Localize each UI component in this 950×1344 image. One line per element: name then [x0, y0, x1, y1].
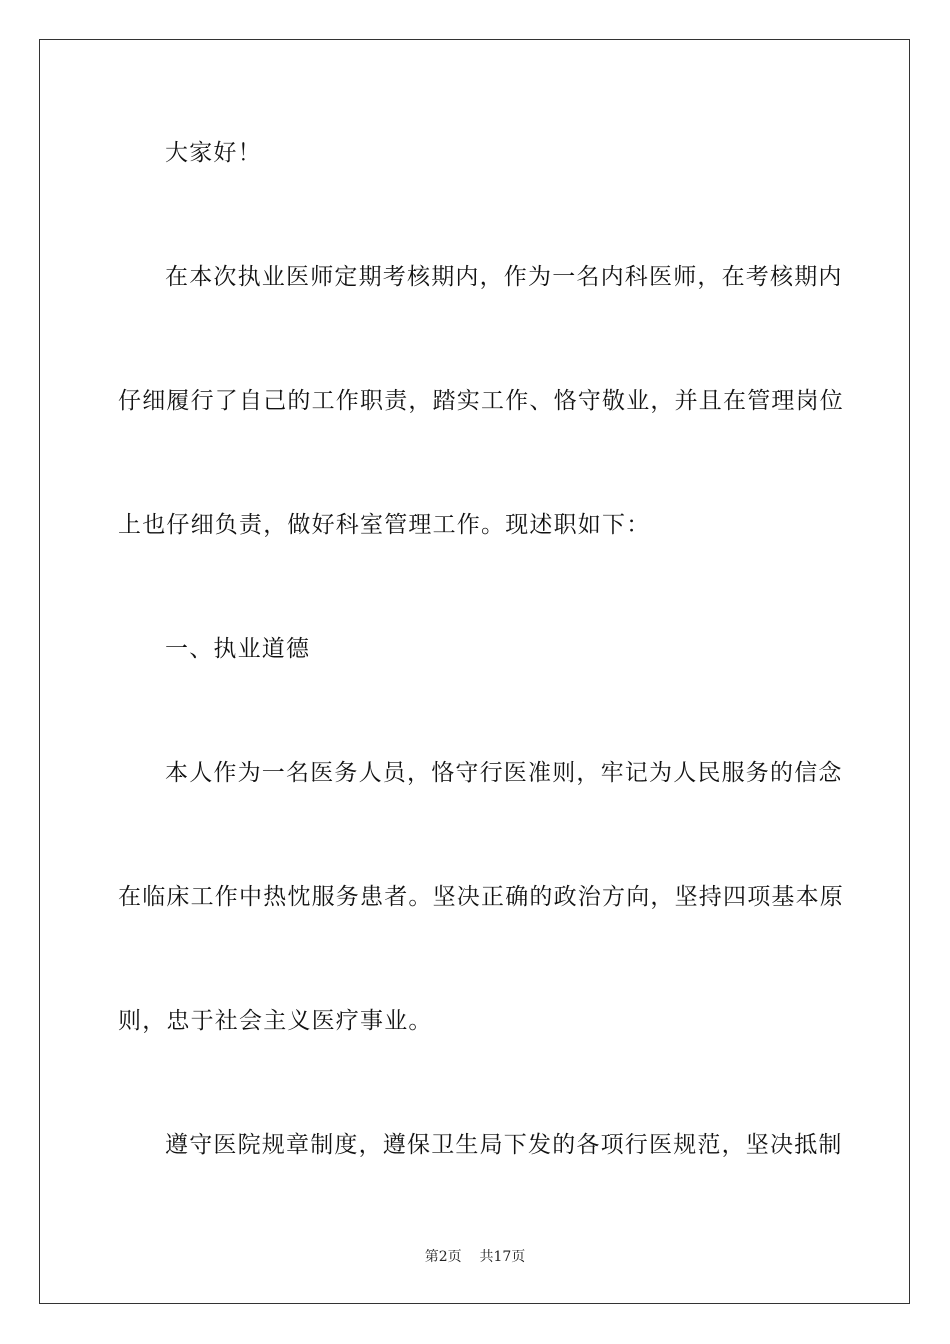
section-heading: 一、执业道德	[165, 636, 311, 662]
paragraph-1-line-2: 仔细履行了自己的工作职责，踏实工作、恪守敬业，并且在管理岗位	[118, 388, 844, 414]
paragraph-2-line-3: 则，忠于社会主义医疗事业。	[118, 1008, 433, 1034]
paragraph-1-line-1: 在本次执业医师定期考核期内，作为一名内科医师，在考核期内	[165, 264, 843, 290]
page-number: 第2页	[424, 1249, 462, 1265]
paragraph-2-line-2: 在临床工作中热忱服务患者。坚决正确的政治方向，坚持四项基本原	[118, 884, 844, 910]
page-footer	[0, 1248, 950, 1266]
paragraph-1-line-3: 上也仔细负责，做好科室管理工作。现述职如下：	[118, 512, 651, 538]
paragraph-2-line-1: 本人作为一名医务人员，恪守行医准则，牢记为人民服务的信念	[165, 760, 843, 786]
greeting-line: 大家好！	[165, 140, 262, 166]
paragraph-3-line-1: 遵守医院规章制度，遵保卫生局下发的各项行医规范，坚决抵制	[165, 1132, 843, 1158]
page-total: 共17页	[479, 1249, 526, 1265]
page-border	[39, 39, 910, 1304]
